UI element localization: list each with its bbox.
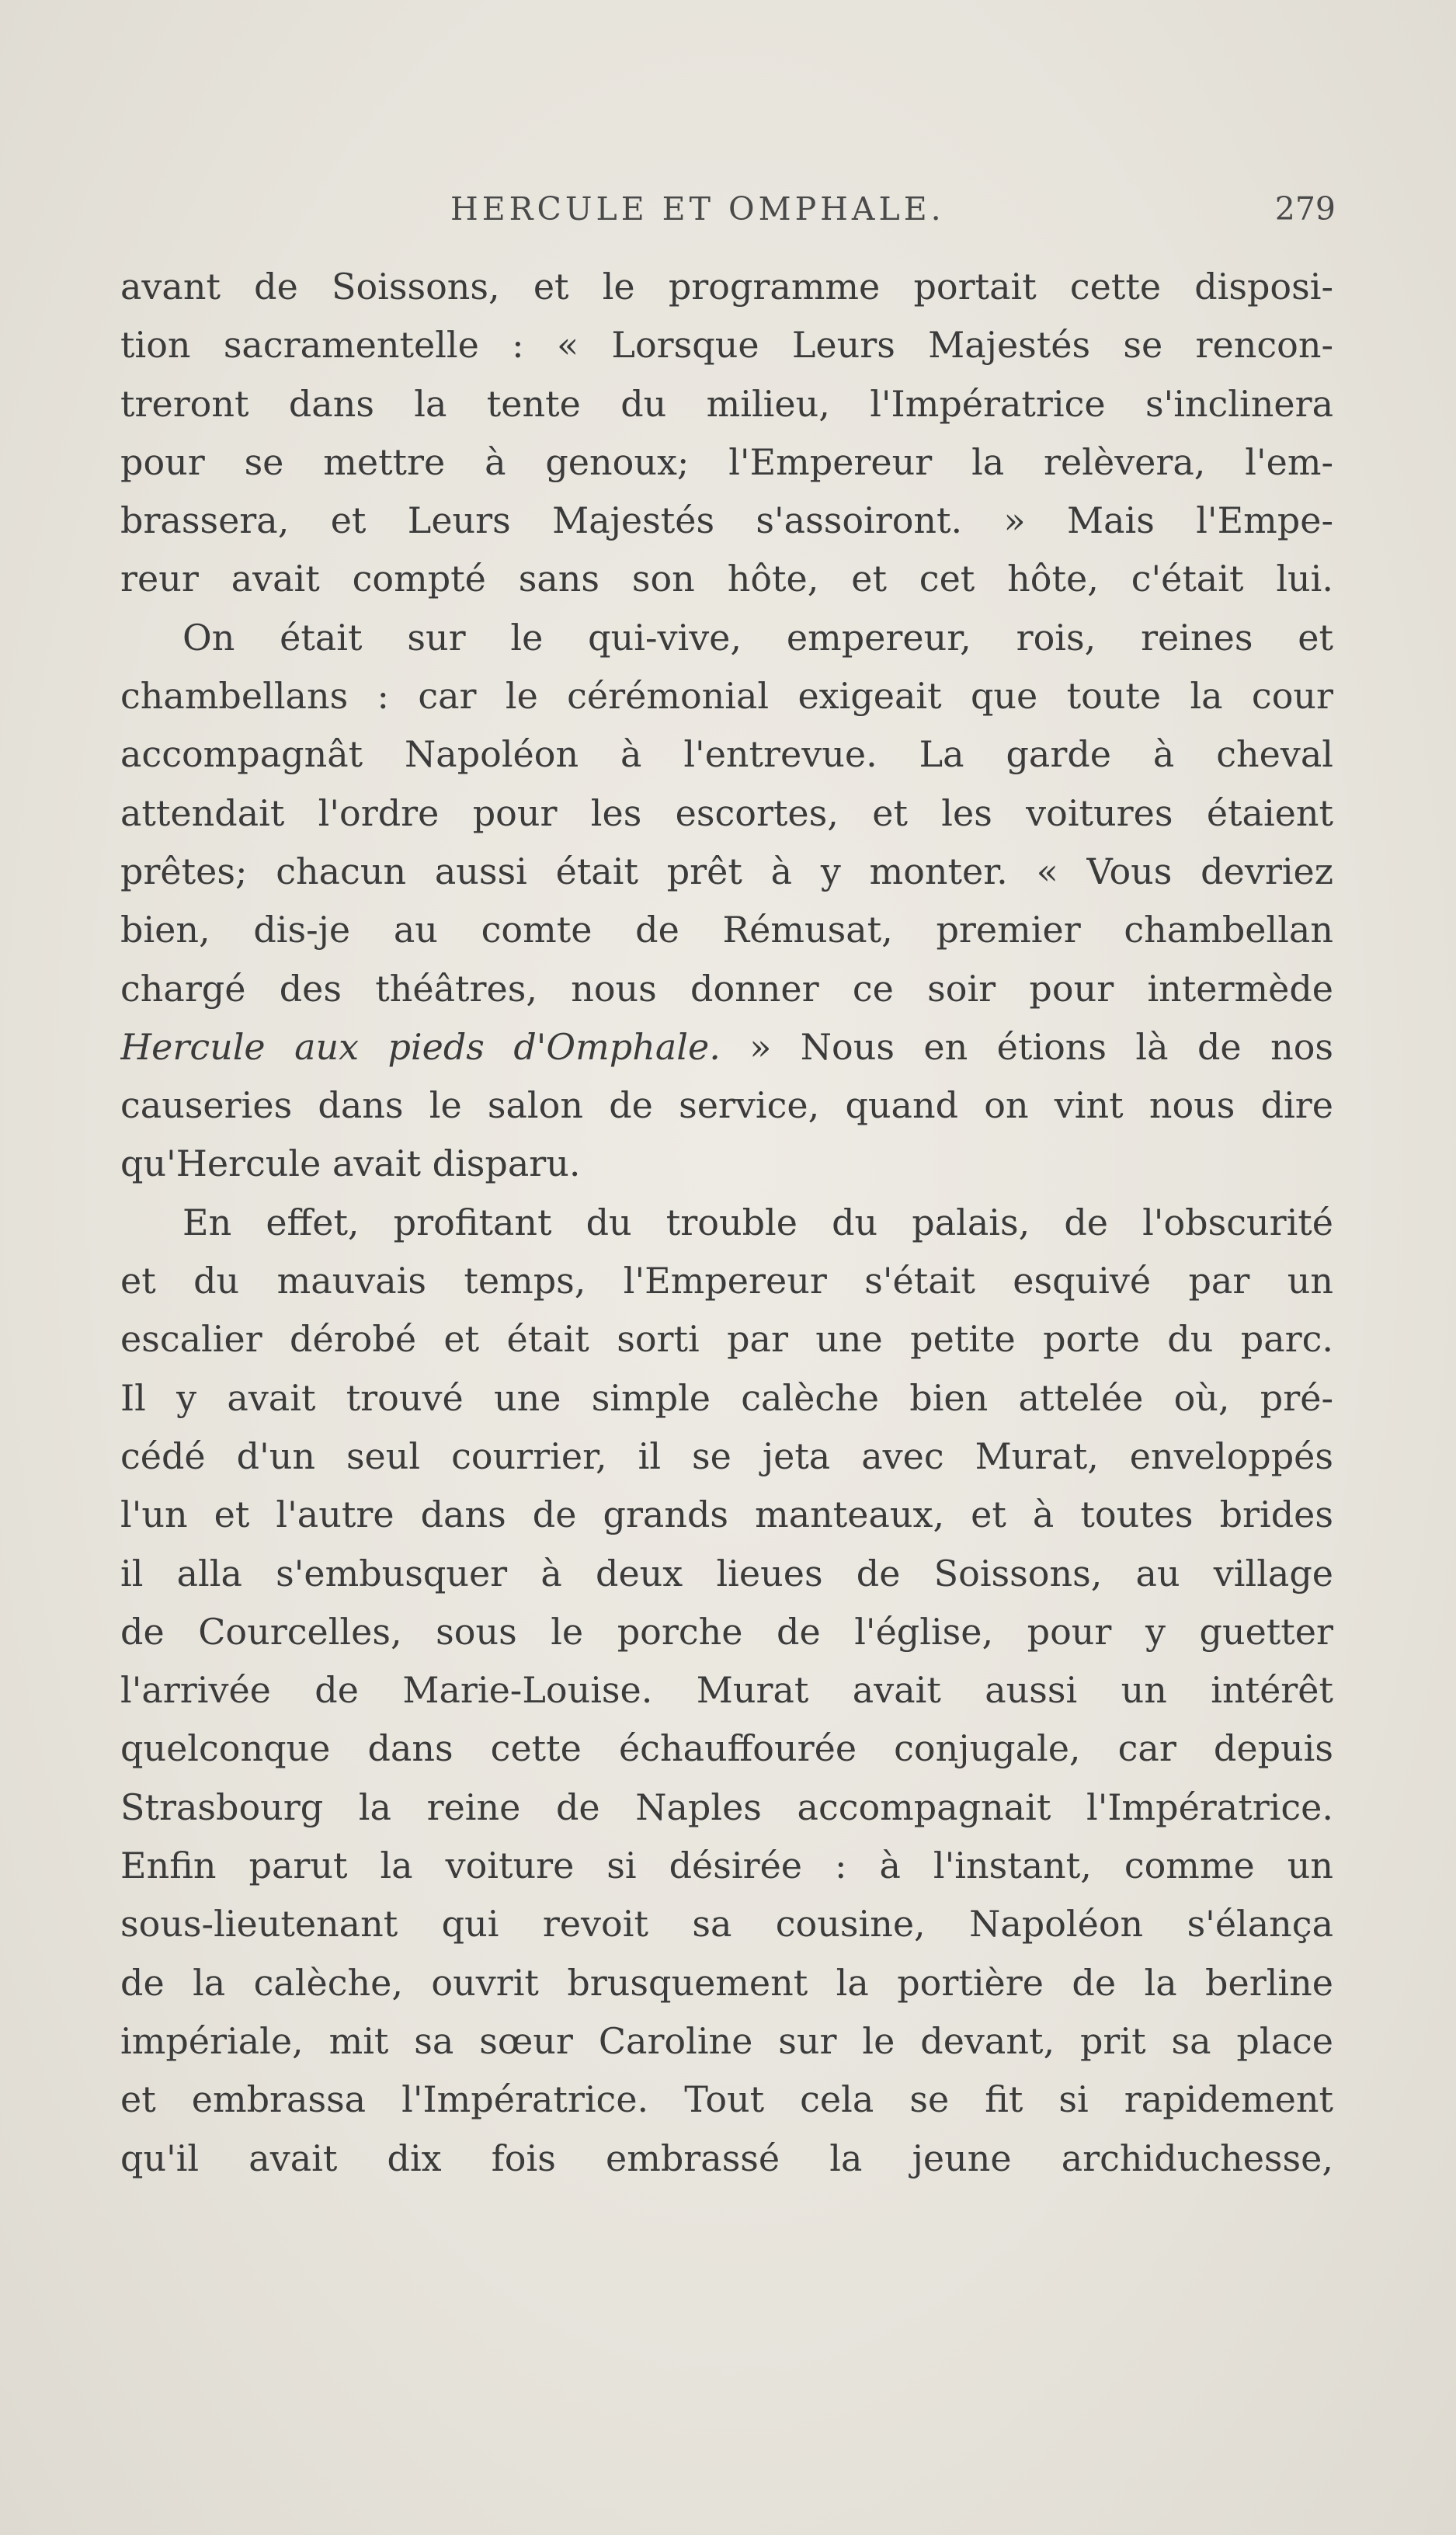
text-line: impériale, mit sa sœur Caroline sur le devant, prit sa place (120, 2019, 1333, 2062)
text-line: qu'Hercule avait disparu. (120, 1142, 581, 1185)
text-line: En effet, profitant du trouble du palais, de l'obscurité (182, 1201, 1333, 1243)
body-text (120, 258, 1333, 2188)
text-line-rest: » Nous en étions là de nos (720, 1025, 1333, 1068)
text-line: chargé des théâtres, nous donner ce soir pour intermède (120, 967, 1333, 1010)
text-line: tion sacramentelle : « Lorsque Leurs Majestés se rencon- (120, 324, 1333, 367)
text-line: causeries dans le salon de service, quand on vint nous dire (120, 1084, 1333, 1127)
text-line: On était sur le qui-vive, empereur, rois, reines et (182, 616, 1333, 659)
text-line: il alla s'embusquer à deux lieues de Soissons, au village (120, 1552, 1333, 1594)
text-line: Enfin parut la voiture si désirée : à l'instant, comme un (120, 1845, 1333, 1887)
text-line: qu'il avait dix fois embrassé la jeune archiduchesse, (120, 2137, 1333, 2179)
page-number: 279 (1274, 190, 1336, 228)
text-line: et embrassa l'Impératrice. Tout cela se fit si rapidement (120, 2078, 1333, 2121)
text-line: et du mauvais temps, l'Empereur s'était esquivé par un (120, 1260, 1333, 1302)
text-line: brassera, et Leurs Majestés s'assoiront. » Mais l'Empe- (120, 499, 1333, 542)
text-line: pour se mettre à genoux; l'Empereur la relèvera, l'em- (120, 440, 1333, 483)
text-line: cédé d'un seul courrier, il se jeta avec Murat, enveloppés (120, 1434, 1333, 1477)
text-line: quelconque dans cette échauffourée conjugale, car depuis (120, 1727, 1333, 1770)
text-line: de la calèche, ouvrit brusquement la portière de la berline (120, 1961, 1333, 2004)
running-title: HERCULE ET OMPHALE. (450, 190, 945, 228)
text-line: l'arrivée de Marie-Louise. Murat avait aussi un intérêt (120, 1669, 1333, 1712)
text-line: chambellans : car le cérémonial exigeait que toute la cour (120, 675, 1333, 718)
text-line: escalier dérobé et était sorti par une petite porte du parc. (120, 1318, 1333, 1361)
text-line: treront dans la tente du milieu, l'Impératrice s'inclinera (120, 382, 1333, 425)
text-line: reur avait compté sans son hôte, et cet hôte, c'était lui. (120, 558, 1333, 600)
page-header (124, 190, 1336, 237)
text-line: prêtes; chacun aussi était prêt à y monter. « Vous devriez (120, 850, 1333, 892)
text-line: sous-lieutenant qui revoit sa cousine, Napoléon s'élança (120, 1903, 1333, 1946)
text-line: l'un et l'autre dans de grands manteaux, et à toutes brides (120, 1494, 1333, 1536)
italic-title: Hercule aux pieds d'Omphale. (120, 1025, 721, 1068)
text-line: Strasbourg la reine de Naples accompagnait l'Impératrice. (120, 1786, 1333, 1828)
text-line: bien, dis-je au comte de Rémusat, premier chambellan (120, 909, 1333, 951)
text-line: accompagnât Napoléon à l'entrevue. La garde à cheval (120, 733, 1333, 776)
text-line: attendait l'ordre pour les escortes, et les voitures étaient (120, 791, 1333, 834)
text-line-with-title (120, 1018, 1333, 1076)
text-line: avant de Soissons, et le programme portait cette disposi- (120, 266, 1333, 308)
text-line: de Courcelles, sous le porche de l'église, pour y guetter (120, 1610, 1333, 1653)
text-line: Il y avait trouvé une simple calèche bien attelée où, pré- (120, 1376, 1333, 1419)
